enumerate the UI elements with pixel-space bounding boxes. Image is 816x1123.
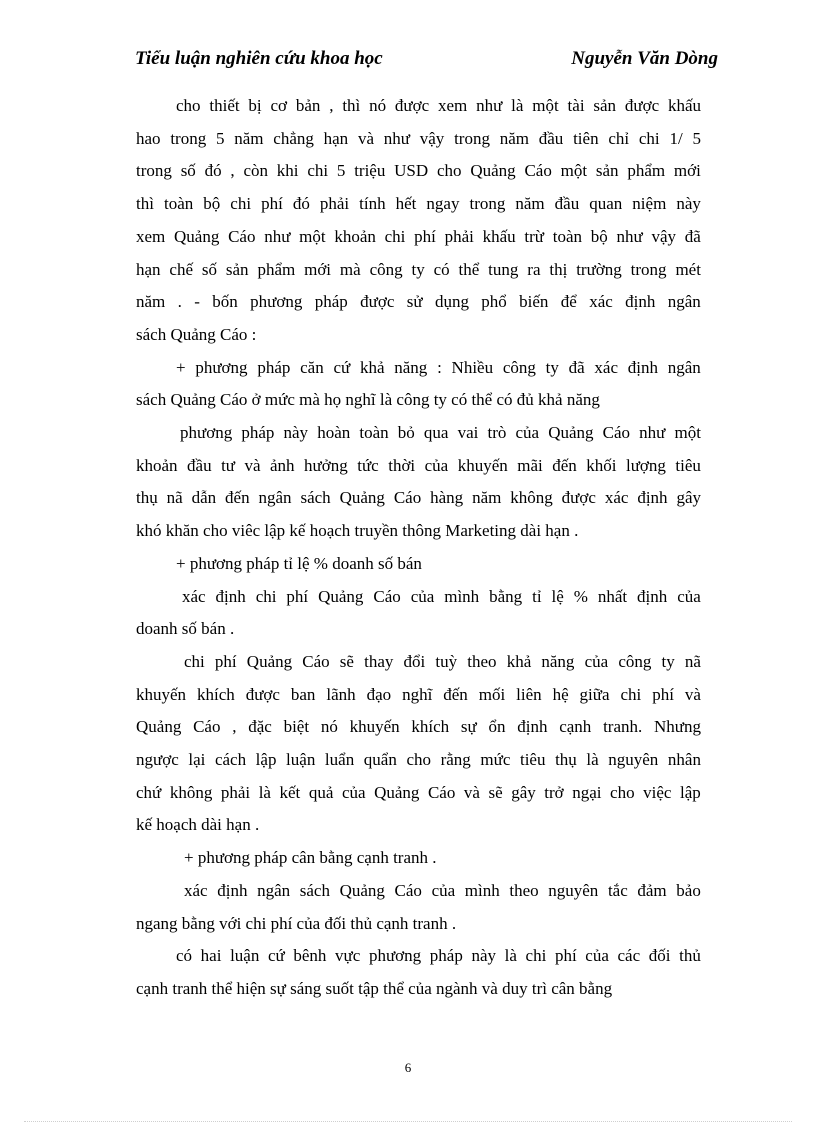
text-line: doanh số bán . [136,619,235,639]
header-title: Tiểu luận nghiên cứu khoa học [135,48,383,69]
text-line: thụ nã dẫn đến ngân sách Quảng Cáo hàng năm không được xác định gây [136,488,701,508]
page-number: 6 [404,1060,412,1075]
text-line: chứ không phải là kết quả của Quảng Cáo và sẽ gây trở ngại cho việc lập [136,782,701,802]
text-line: + phương pháp căn cứ khả năng : Nhiều công ty đã xác định ngân [176,357,701,377]
document-body [136,90,701,1006]
text-line: xem Quảng Cáo như một khoản chi phí phải khấu trừ toàn bộ như vậy đã [136,226,701,246]
text-line: sách Quảng Cáo ở mức mà họ nghĩ là công ty có thể có đủ khả năng [136,390,600,410]
text-line: hạn chế số sản phẩm mới mà công ty có thể tung ra thị trường trong mét [136,259,701,279]
text-line: + phương pháp cân bằng cạnh tranh . [184,848,437,868]
text-line: năm . - bốn phương pháp được sử dụng phổ biến để xác định ngân [136,292,701,312]
text-line: cho thiết bị cơ bản , thì nó được xem như là một tài sản được khấu [176,96,701,115]
text-line: chi phí Quảng Cáo sẽ thay đổi tuỳ theo khả năng của công ty nã [184,651,701,671]
page-bottom-edge [24,1121,792,1122]
text-line: phương pháp này hoàn toàn bỏ qua vai trò của Quảng Cáo như một [180,423,701,443]
text-line: sách Quảng Cáo : [136,324,257,344]
text-line: có hai luận cứ bênh vực phương pháp này là chi phí của các đối thủ [176,946,701,966]
text-line: ngang bằng với chi phí của đối thủ cạnh tranh . [136,913,457,933]
text-line: khó khăn cho viêc lập kế hoạch truyền thông Marketing dài hạn . [136,521,579,541]
text-line: kế hoạch dài hạn . [136,815,260,835]
text-line: cạnh tranh thể hiện sự sáng suốt tập thể của ngành và duy trì cân bằng [136,978,613,998]
text-line: xác định chi phí Quảng Cáo của mình bằng tỉ lệ % nhất định của [182,586,701,606]
text-line: khoản đầu tư và ảnh hưởng tức thời của khuyến mãi đến khối lượng tiêu [136,455,701,475]
header-author: Nguyễn Văn Dòng [571,48,718,69]
text-line: thì toàn bộ chi phí đó phải tính hết ngay trong năm đầu quan niệm này [136,194,701,214]
text-line: khuyến khích được ban lãnh đạo nghĩ đến mối liên hệ giữa chi phí và [136,684,701,704]
text-line: trong số đó , còn khi chi 5 triệu USD cho Quảng Cáo một sản phẩm mới [136,161,701,181]
text-line: xác định ngân sách Quảng Cáo của mình theo nguyên tắc đảm bảo [184,880,701,900]
text-line: ngược lại cách lập luận luẩn quẩn cho rằng mức tiêu thụ là nguyên nhân [136,750,701,770]
text-line: hao trong 5 năm chẳng hạn và như vậy trong năm đầu tiên chỉ chi 1/ 5 [136,128,701,148]
text-line: + phương pháp tỉ lệ % doanh số bán [176,553,422,573]
header-divider [135,76,718,77]
text-line: Quảng Cáo , đặc biệt nó khuyến khích sự ổn định cạnh tranh. Nhưng [136,717,701,737]
page-header [135,48,718,70]
